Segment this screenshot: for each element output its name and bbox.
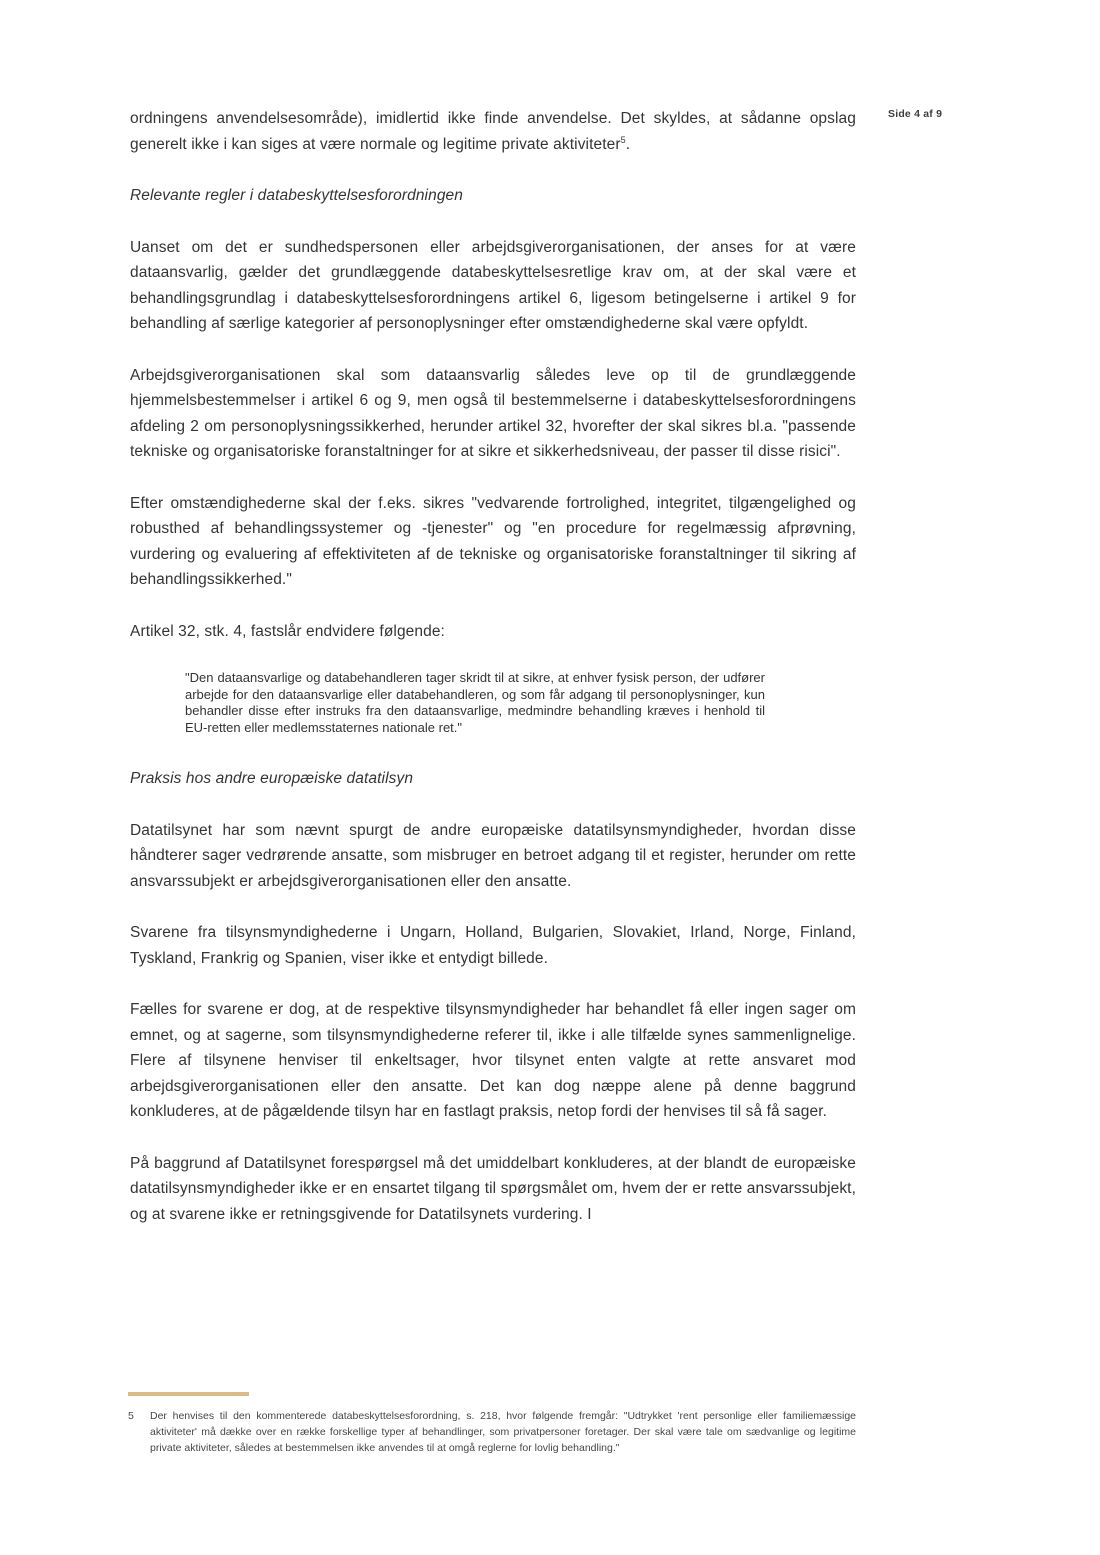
quote-block-artikel-32: "Den dataansvarlige og databehandleren tager skridt til at sikre, at enhver fysisk person, der udfører arbejde for den dataansvarlige eller databehandleren, og som får adgang til personoplysninger, kun behandler disse efter instruks fra den dataansvarlige, medmindre behandling kræves i henhold til EU-retten eller medlemsstaternes nationale ret." [185, 670, 765, 735]
paragraph: Fælles for svarene er dog, at de respektive tilsynsmyndigheder har behandlet få eller ingen sager om emnet, og at sagerne, som tilsynsmyndighederne referer til, ikke i alle tilfælde synes sammenlignelige. Flere af tilsynene henviser til enkeltsager, hvor tilsynet enten valgte at rette ansvaret mod arbejdsgiverorganisationen eller den ansatte. Det kan dog næppe alene på denne baggrund konkluderes, at de pågældende tilsyn har en fastlagt praksis, netop fordi der henvises til så få sager. [130, 1001, 856, 1120]
footnote-ref: 5 [620, 134, 626, 145]
paragraph: På baggrund af Datatilsynet forespørgsel må det umiddelbart konkluderes, at der blandt de europæiske datatilsynsmyndigheder ikke er en ensartet tilgang til spørgsmålet om, hvem der er rette ansvarssubjekt, og at svarene ikke er retningsgivende for Datatilsynets vurdering. I [130, 1154, 856, 1223]
paragraph-text-tail: . [625, 135, 631, 153]
paragraph: Efter omstændighederne skal der f.eks. sikres "vedvarende fortrolighed, integritet, tilgængelighed og robusthed af behandlingssystemer og -tjenester" og "en procedure for regelmæssig afprøvning, vurdering og evaluering af effektiviteten af de tekniske og organisatoriske foranstaltninger til sikring af behandlingssikkerhed." [130, 494, 856, 588]
paragraph-text: ordningens anvendelsesområde), imidlertid ikke finde anvendelse. Det skyldes, at sådanne opslag generelt ikke i kan siges at være normale og legitime private aktiviteter [130, 110, 856, 153]
paragraph: Datatilsynet har som nævnt spurgt de andre europæiske datatilsynsmyndigheder, hvordan disse håndterer sager vedrørende ansatte, som misbruger en betroet adgang til et register, herunder om rette ansvarssubjekt er arbejdsgiverorganisationen eller den ansatte. [130, 821, 856, 890]
footnote-separator [128, 1392, 249, 1396]
paragraph: Uanset om det er sundhedspersonen eller arbejdsgiverorganisationen, der anses for at være dataansvarlig, gælder det grundlæggende databeskyttelsesretlige krav om, at der skal være et behandlingsgrundlag i databeskyttelsesforordningens artikel 6, ligesom betingelserne i artikel 9 for behandling af særlige kategorier af personoplysninger efter omstændighederne skal være opfyldt. [130, 238, 856, 332]
paragraph: Artikel 32, stk. 4, fastslår endvidere følgende: [130, 622, 445, 640]
section-heading-praksis: Praksis hos andre europæiske datatilsyn [130, 770, 414, 787]
footnote [128, 1408, 856, 1456]
page-number: Side 4 af 9 [888, 108, 943, 120]
footnote-area [128, 1392, 856, 1456]
section-heading-relevante-regler: Relevante regler i databeskyttelsesforordningen [130, 187, 463, 204]
paragraph: Svarene fra tilsynsmyndighederne i Ungarn, Holland, Bulgarien, Slovakiet, Irland, Norge, Finland, Tyskland, Frankrig og Spanien, viser ikke et entydigt billede. [130, 924, 856, 967]
footnote-text: Der henvises til den kommenterede databeskyttelsesforordning, s. 218, hvor følgende fremgår: "Udtrykket 'rent personlige eller familiemæssige aktiviteter' må dække over en række forskellige typer af behandlinger, som privatpersoner foretager. Der skal være tale om sædvanlige og legitime private aktiviteter, således at bestemmelsen ikke anvendes til at omgå reglerne for lovlig behandling." [150, 1410, 856, 1454]
paragraph: Arbejdsgiverorganisationen skal som dataansvarlig således leve op til de grundlæggende hjemmelsbestemmelser i artikel 6 og 9, men også til bestemmelserne i databeskyttelsesforordningens afdeling 2 om personoplysningssikkerhed, herunder artikel 32, hvorefter der skal sikres bl.a. "passende tekniske og organisatoriske foranstaltninger for at sikre et sikkerhedsniveau, der passer til disse risici". [130, 366, 856, 460]
paragraph [130, 106, 856, 157]
body-text [130, 106, 856, 1253]
footnote-marker: 5 [128, 1410, 134, 1422]
